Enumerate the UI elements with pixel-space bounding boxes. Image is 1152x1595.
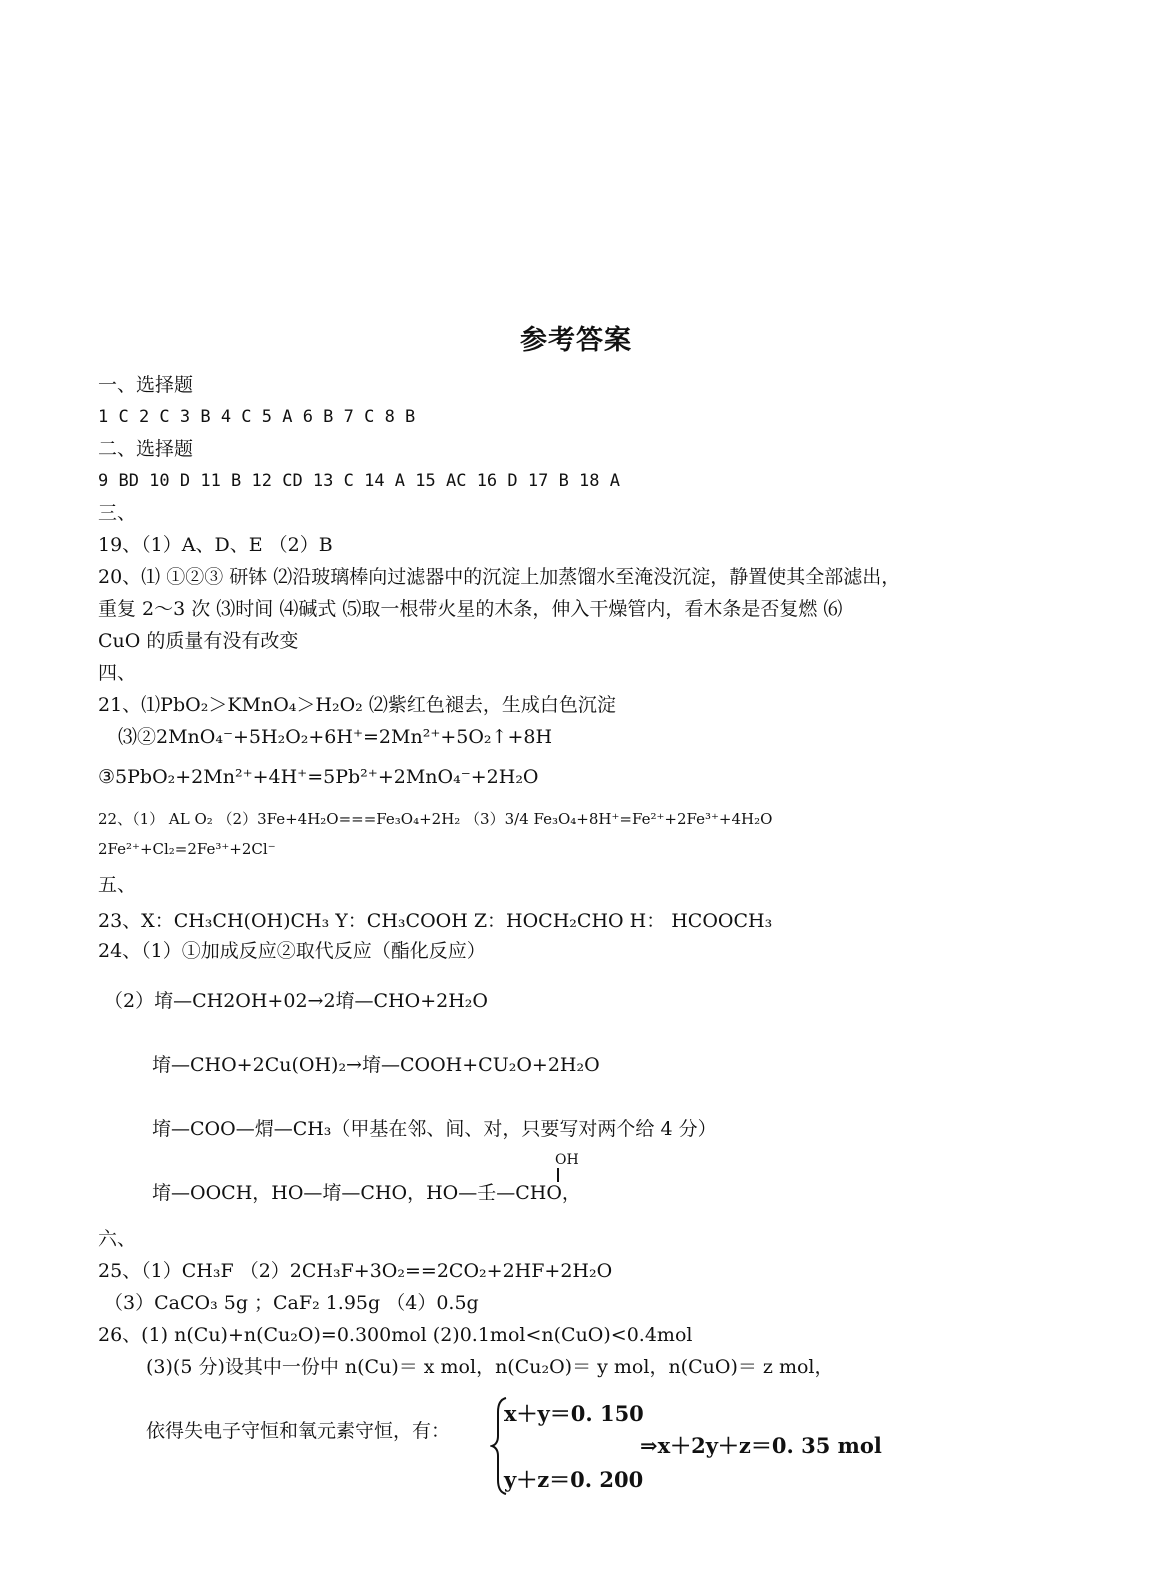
- answer-26-line-1: 26、(1) n(Cu)+n(Cu₂O)=0.300mol (2)0.1mol<n(CuO)<0.4mol: [98, 1324, 693, 1346]
- equation-system: [490, 1396, 930, 1496]
- equation-2: y＋z＝0. 200: [504, 1467, 644, 1492]
- answer-24-part-2-line-3: 堉—COO—焨—CH₃（甲基在邻、间、对，只要写对两个给 4 分）: [152, 1118, 717, 1140]
- equation-result: ⇒x＋2y＋z＝0. 35 mol: [640, 1433, 882, 1458]
- section-4-heading: 四、: [98, 662, 137, 684]
- page-title: 参考答案: [520, 325, 632, 356]
- oh-group-label: OH: [555, 1152, 579, 1168]
- answer-24-part-1: 24、（1）①加成反应②取代反应（酯化反应）: [98, 940, 486, 962]
- section-1-heading: 一、选择题: [98, 374, 194, 396]
- answer-22-line-1: 22、（1） AL O₂ （2）3Fe+4H₂O===Fe₃O₄+2H₂ （3）3/4 Fe₃O₄+8H⁺=Fe²⁺+2Fe³⁺+4H₂O: [98, 810, 773, 828]
- section-2-heading: 二、选择题: [98, 438, 194, 460]
- answer-26-line-3: 依得失电子守恒和氧元素守恒，有：: [146, 1420, 451, 1442]
- equation-1: x＋y＝0. 150: [504, 1401, 644, 1426]
- answer-20-line-3: CuO 的质量有没有改变: [98, 630, 299, 652]
- answer-24-part-2-line-2: 堉—CHO+2Cu(OH)₂→堉—COOH+CU₂O+2H₂O: [152, 1054, 600, 1076]
- answers-1-8: 1 C 2 C 3 B 4 C 5 A 6 B 7 C 8 B: [98, 407, 416, 427]
- answer-20-line-1: 20、⑴ ①②③ 研钵 ⑵沿玻璃棒向过滤器中的沉淀上加蒸馏水至淹没沉淀，静置使其全部滤出，: [98, 566, 901, 588]
- answer-22-line-2: 2Fe²⁺+Cl₂=2Fe³⁺+2Cl⁻: [98, 840, 276, 858]
- answer-25-line-1: 25、（1）CH₃F （2）2CH₃F+3O₂==2CO₂+2HF+2H₂O: [98, 1260, 613, 1282]
- answer-19: 19、（1）A、D、E （2）B: [98, 534, 333, 556]
- answer-26-line-2: (3)(5 分)设其中一份中 n(Cu)＝ x mol，n(Cu₂O)＝ y mol，n(CuO)＝ z mol，: [146, 1356, 834, 1378]
- answer-21-line-2: ⑶②2MnO₄⁻+5H₂O₂+6H⁺=2Mn²⁺+5O₂↑+8H: [118, 726, 553, 748]
- answer-24-part-2-line-4: 堉—OOCH，HO—堉—CHO，HO—壬—CHO，: [152, 1182, 581, 1204]
- section-3-heading: 三、: [98, 502, 137, 524]
- answer-23: 23、X：CH₃CH(OH)CH₃ Y：CH₃COOH Z：HOCH₂CHO H： HCOOCH₃: [98, 910, 773, 932]
- answer-25-line-2: （3）CaCO₃ 5g ；CaF₂ 1.95g （4）0.5g: [104, 1292, 479, 1314]
- answers-9-18: 9 BD 10 D 11 B 12 CD 13 C 14 A 15 AC 16 D 17 B 18 A: [98, 471, 620, 491]
- answer-21-line-3: ③5PbO₂+2Mn²⁺+4H⁺=5Pb²⁺+2MnO₄⁻+2H₂O: [98, 766, 539, 788]
- answer-21-line-1: 21、⑴PbO₂＞KMnO₄＞H₂O₂ ⑵紫红色褪去，生成白色沉淀: [98, 694, 616, 716]
- section-6-heading: 六、: [98, 1228, 137, 1250]
- answer-20-line-2: 重复 2～3 次 ⑶时间 ⑷碱式 ⑸取一根带火星的木条，伸入干燥管内，看木条是否复燃 ⑹: [98, 598, 843, 620]
- section-5-heading: 五、: [98, 874, 137, 896]
- answer-24-part-2-line-1: （2）堉—CH2OH+02→2堉—CHO+2H₂O: [104, 990, 488, 1012]
